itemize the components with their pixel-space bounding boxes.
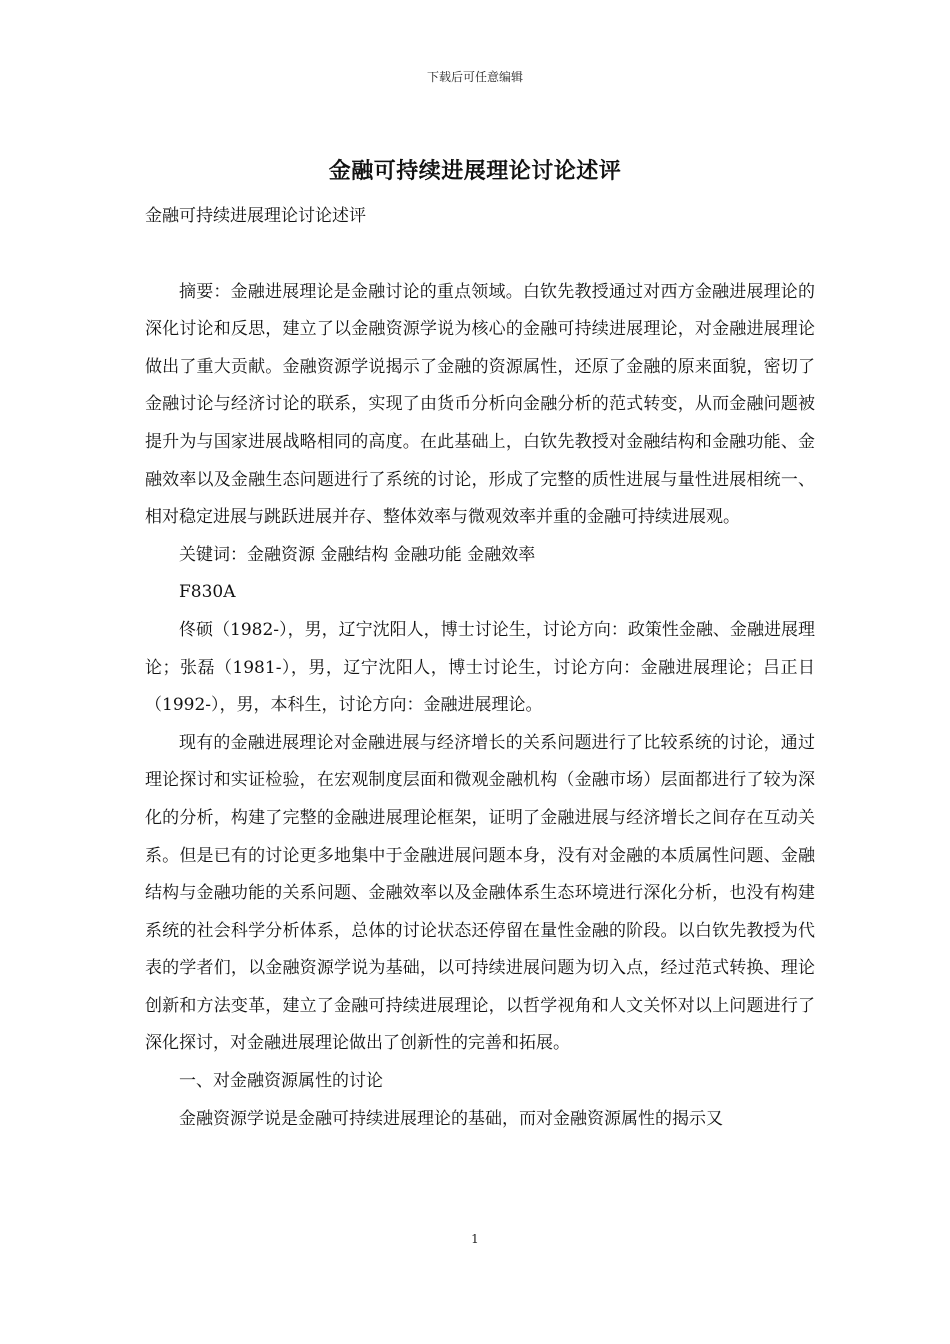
author-info-paragraph: 佟硕（1982-），男，辽宁沈阳人，博士讨论生，讨论方向：政策性金融、金融进展理论；张磊（1981-），男，辽宁沈阳人，博士讨论生，讨论方向：金融进展理论；吕正日（1992-），男，本科生，讨论方向：金融进展理论。	[145, 619, 815, 716]
document-body	[145, 198, 815, 1138]
header-note: 下载后可任意编辑	[426, 70, 523, 84]
document-subtitle: 金融可持续进展理论讨论述评	[145, 206, 366, 226]
section-paragraph: 金融资源学说是金融可持续进展理论的基础，而对金融资源属性的揭示又	[179, 1108, 723, 1129]
classification-code: F830A	[179, 582, 236, 603]
abstract-paragraph: 摘要：金融进展理论是金融讨论的重点领域。白钦先教授通过对西方金融进展理论的深化讨论和反思，建立了以金融资源学说为核心的金融可持续进展理论，对金融进展理论做出了重大贡献。金融资源学说揭示了金融的资源属性，还原了金融的原来面貌，密切了金融讨论与经济讨论的联系，实现了由货币分析向金融分析的范式转变，从而金融问题被提升为与国家进展战略相同的高度。在此基础上，白钦先教授对金融结构和金融功能、金融效率以及金融生态问题进行了系统的讨论，形成了完整的质性进展与量性进展相统一、相对稳定进展与跳跃进展并存、整体效率与微观效率并重的金融可持续进展观。	[145, 281, 815, 528]
page-number: 1	[471, 1232, 479, 1246]
intro-paragraph: 现有的金融进展理论对金融进展与经济增长的关系问题进行了比较系统的讨论，通过理论探讨和实证检验，在宏观制度层面和微观金融机构（金融市场）层面都进行了较为深化的分析，构建了完整的金融进展理论框架，证明了金融进展与经济增长之间存在互动关系。但是已有的讨论更多地集中于金融进展问题本身，没有对金融的本质属性问题、金融结构与金融功能的关系问题、金融效率以及金融体系生态环境进行深化分析，也没有构建系统的社会科学分析体系，总体的讨论状态还停留在量性金融的阶段。以白钦先教授为代表的学者们，以金融资源学说为基础，以可持续进展问题为切入点，经过范式转换、理论创新和方法变革，建立了金融可持续进展理论，以哲学视角和人文关怀对以上问题进行了深化探讨，对金融进展理论做出了创新性的完善和拓展。	[145, 732, 815, 1054]
document-title: 金融可持续进展理论讨论述评	[328, 158, 622, 184]
section-heading: 一、对金融资源属性的讨论	[179, 1071, 383, 1092]
keywords-line: 关键词：金融资源 金融结构 金融功能 金融效率	[179, 544, 536, 565]
